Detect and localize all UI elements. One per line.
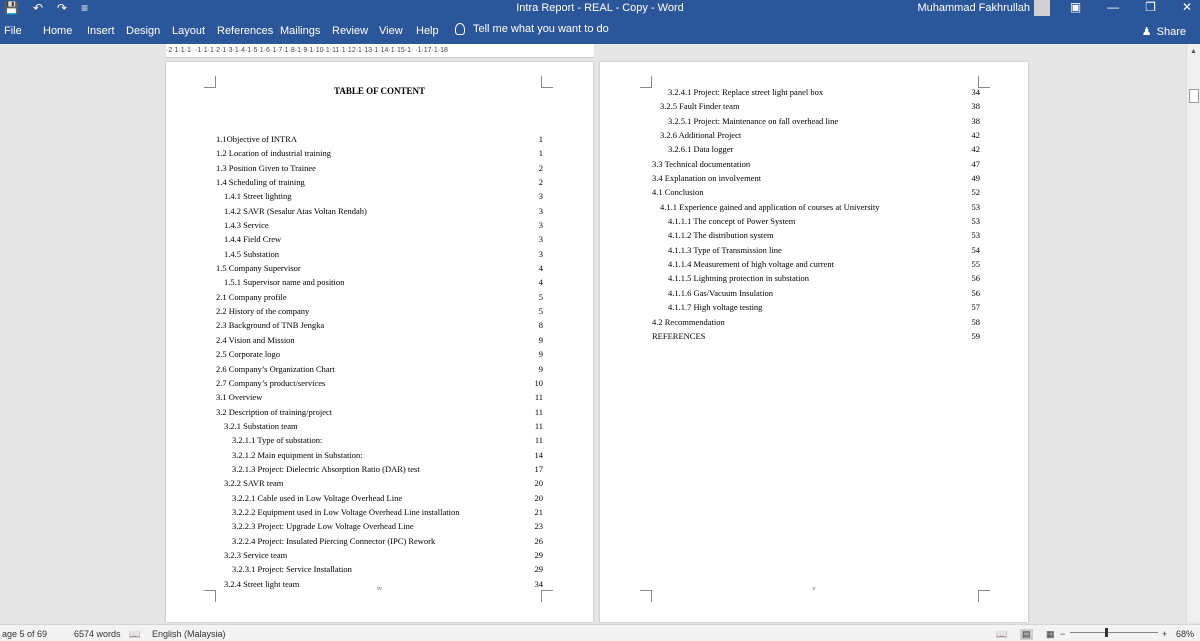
toc-entry-page: 59 [971, 330, 980, 341]
toc-entry[interactable] [216, 290, 543, 304]
toc-entry[interactable] [216, 534, 543, 548]
toc-entry-title: 3.2.1.3 Project: Dielectric Absorption Ratio (DAR) test [232, 463, 420, 474]
toc-entry[interactable] [652, 214, 980, 228]
avatar[interactable] [1034, 0, 1050, 16]
toc-entry-title: 4.2 Recommendation [652, 316, 725, 327]
toc-entry[interactable] [216, 232, 543, 246]
toc-entry-title: 4.1.1.3 Type of Transmission line [668, 244, 782, 255]
close-icon[interactable]: ✕ [1181, 0, 1192, 14]
print-layout-icon[interactable]: ▤ [1022, 629, 1031, 639]
toc-entry-title: 2.5 Corporate logo [216, 349, 280, 360]
ruler-scale: ·2·1·1·1· ·1·1·1·2·1·3·1·4·1·5·1·6·1·7·1·8·1·9·1·10·1·11·1·12·1·13·1·14·1·15·1· ·1·17·1·18 [166, 47, 448, 54]
save-icon[interactable]: 💾 [4, 1, 19, 15]
toc-entry[interactable] [216, 476, 543, 490]
toc-entry-title: 1.2 Location of industrial training [216, 148, 331, 159]
toc-entry-title: 3.2.3.1 Project: Service Installation [232, 564, 352, 575]
toc-entry-page: 11 [534, 392, 543, 403]
toc-entry-page: 38 [971, 115, 980, 126]
toc-entry[interactable] [216, 419, 543, 433]
toc-entry[interactable] [652, 85, 980, 99]
toc-entry[interactable] [216, 189, 543, 203]
toc-entry[interactable] [652, 271, 980, 285]
status-bar [0, 624, 1200, 641]
toc-entry-page: 9 [538, 349, 543, 360]
title-bar [0, 0, 1200, 18]
toc-entry-title: 2.2 History of the company [216, 306, 310, 317]
zoom-level[interactable]: 68% [1176, 629, 1195, 639]
proofing-icon[interactable]: 📖 [129, 629, 141, 639]
zoom-slider-thumb[interactable] [1105, 628, 1108, 637]
toc-entry[interactable] [216, 304, 543, 318]
toc-list [652, 85, 980, 343]
undo-icon[interactable]: ↶ [32, 1, 44, 15]
toc-entry-page: 5 [538, 291, 543, 302]
toc-entry[interactable] [216, 318, 543, 332]
scroll-up-icon[interactable]: ▲ [1190, 48, 1197, 55]
web-layout-icon[interactable]: ▦ [1046, 629, 1055, 639]
tab-mailings[interactable]: Mailings [280, 25, 321, 37]
document-title: Intra Report - REAL - Copy - Word [516, 2, 684, 14]
tab-insert[interactable]: Insert [87, 25, 115, 37]
toc-entry-page: 3 [538, 191, 543, 202]
toc-entry-title: 4.1.1.7 High voltage testing [668, 302, 763, 313]
toc-entry-title: 1.3 Position Given to Trainee [216, 162, 316, 173]
page-number: v [812, 586, 816, 592]
toc-entry-page: 23 [534, 521, 543, 532]
toc-entry[interactable] [652, 329, 980, 343]
read-mode-icon[interactable]: 📖 [996, 629, 1008, 639]
toc-entry-page: 10 [534, 377, 543, 388]
toc-entry-page: 53 [971, 216, 980, 227]
scroll-thumb[interactable] [1189, 89, 1199, 103]
toc-entry-title: 3.2.5 Fault Finder team [660, 101, 740, 112]
toc-entry-page: 57 [971, 302, 980, 313]
tab-file[interactable]: File [4, 25, 22, 37]
ribbon-display-options-icon[interactable]: ▣ [1069, 0, 1082, 14]
toc-entry-title: 3.2.1.2 Main equipment in Substation: [232, 449, 363, 460]
toc-entry-page: 52 [971, 187, 980, 198]
tab-references[interactable]: References [217, 25, 274, 37]
tell-me-label: Tell me what you want to do [473, 23, 609, 35]
horizontal-ruler[interactable] [166, 44, 594, 58]
page-count[interactable]: age 5 of 69 [2, 629, 48, 639]
toc-entry-title: 2.7 Company’s product/services [216, 377, 326, 388]
toc-entry-title: 3.4 Explanation on involvement [652, 173, 762, 184]
toc-entry-page: 42 [971, 144, 980, 155]
toc-entry-title: 1.4.2 SAVR (Sesalur Atas Voltan Rendah) [224, 205, 367, 216]
tell-me-search[interactable] [455, 23, 609, 35]
toc-entry-page: 11 [534, 420, 543, 431]
toc-entry[interactable] [652, 185, 980, 199]
toc-entry-page: 4 [538, 277, 543, 288]
toc-entry[interactable] [216, 448, 543, 462]
toc-entry-page: 3 [538, 205, 543, 216]
toc-entry[interactable] [652, 243, 980, 257]
toc-entry-page: 26 [534, 535, 543, 546]
toc-entry-page: 53 [971, 230, 980, 241]
toc-entry-page: 56 [971, 273, 980, 284]
tab-design[interactable]: Design [126, 25, 161, 37]
toc-entry[interactable] [216, 275, 543, 289]
toc-entry[interactable] [216, 218, 543, 232]
zoom-out-button[interactable]: − [1060, 629, 1066, 639]
toc-entry-title: 3.2 Description of training/project [216, 406, 333, 417]
window-controls [1070, 0, 1192, 14]
zoom-in-button[interactable]: + [1162, 629, 1168, 639]
tab-home[interactable]: Home [43, 25, 73, 37]
tab-layout[interactable]: Layout [172, 25, 206, 37]
toc-entry-title: 3.2.2.4 Project: Insulated Piercing Connector (IPC) Rework [232, 535, 436, 546]
toc-entry-title: 4.1.1 Experience gained and application of courses at University [660, 201, 880, 212]
minimize-icon[interactable]: — [1107, 0, 1120, 14]
toc-entry[interactable] [652, 171, 980, 185]
toc-entry[interactable] [216, 405, 543, 419]
toc-entry[interactable] [652, 99, 980, 113]
page-number: iv [377, 586, 382, 592]
toc-entry-page: 53 [971, 201, 980, 212]
toc-entry-title: 3.2.2 SAVR team [224, 478, 284, 489]
toc-entry[interactable] [652, 128, 980, 142]
toc-entry-page: 34 [971, 87, 980, 97]
user-name[interactable]: Muhammad Fakhrullah [917, 2, 1030, 14]
toc-entry[interactable] [652, 257, 980, 271]
toc-entry[interactable] [652, 300, 980, 314]
toc-entry[interactable] [216, 433, 543, 447]
page-iv[interactable] [166, 62, 593, 622]
toc-entry-title: 3.2.2.3 Project: Upgrade Low Voltage Overhead Line [232, 521, 414, 532]
toc-entry-title: 1.4.1 Street lighting [224, 191, 292, 202]
toc-entry-title: 3.2.4.1 Project: Replace street light panel box [668, 87, 824, 97]
toc-entry-title: REFERENCES [652, 330, 706, 341]
toc-entry[interactable] [216, 462, 543, 476]
toc-entry-title: 3.2.5.1 Project: Maintenance on fall overhead line [668, 115, 839, 126]
toc-entry[interactable] [216, 161, 543, 175]
toc-entry-page: 58 [971, 316, 980, 327]
toc-entry[interactable] [652, 142, 980, 156]
toc-entry-page: 1 [538, 148, 543, 159]
toc-entry[interactable] [216, 247, 543, 261]
page-v[interactable] [600, 62, 1028, 622]
toc-entry-title: 3.2.1.1 Type of substation: [232, 435, 323, 446]
toc-entry-title: 3.2.2.1 Cable used in Low Voltage Overhead Line [232, 492, 403, 503]
toc-entry-page: 21 [534, 506, 543, 517]
toc-entry-page: 34 [534, 578, 543, 589]
toc-entry-title: 3.2.6 Additional Project [660, 130, 742, 141]
toc-entry[interactable] [652, 200, 980, 214]
toc-entry[interactable] [652, 286, 980, 300]
word-count[interactable]: 6574 words [74, 629, 121, 639]
redo-icon[interactable]: ↷ [57, 1, 68, 15]
toc-entry-page: 1 [538, 134, 543, 144]
toc-entry-title: 1.5.1 Supervisor name and position [224, 277, 345, 288]
toc-entry[interactable] [652, 315, 980, 329]
toc-entry[interactable] [216, 261, 543, 275]
toc-entry[interactable] [216, 491, 543, 505]
toc-entry[interactable] [216, 175, 543, 189]
toc-entry-title: 3.2.4 Street light team [224, 578, 300, 589]
toc-entry[interactable] [216, 505, 543, 519]
toc-entry-page: 14 [534, 449, 543, 460]
toc-entry-title: 3.1 Overview [216, 392, 263, 403]
tab-review[interactable]: Review [332, 25, 369, 37]
toc-entry[interactable] [216, 390, 543, 404]
toc-entry-page: 11 [534, 406, 543, 417]
toc-entry-title: 3.2.1 Substation team [224, 420, 298, 431]
toc-entry-page: 20 [534, 478, 543, 489]
toc-entry-page: 54 [971, 244, 980, 255]
toc-entry-page: 8 [538, 320, 543, 331]
toc-entry-page: 11 [534, 435, 543, 446]
person-icon: ♟ [1141, 26, 1152, 38]
toc-entry[interactable] [216, 519, 543, 533]
toc-entry-page: 4 [538, 263, 543, 274]
toc-entry-page: 3 [538, 234, 543, 245]
toc-entry[interactable] [216, 146, 543, 160]
vertical-scrollbar[interactable] [1186, 44, 1200, 622]
toc-entry-title: 4.1.1.1 The concept of Power System [668, 216, 796, 227]
toc-entry-page: 38 [971, 101, 980, 112]
toc-entry[interactable] [216, 347, 543, 361]
crop-mark [640, 76, 652, 88]
toc-entry[interactable] [216, 204, 543, 218]
toc-entry-title: 1.1Objective of INTRA [216, 134, 297, 144]
toc-entry-page: 9 [538, 363, 543, 374]
toc-entry-title: 2.6 Company’s Organization Chart [216, 363, 335, 374]
toc-entry-title: 1.4 Scheduling of training [216, 177, 305, 188]
toc-entry-page: 42 [971, 130, 980, 141]
toc-entry-page: 2 [538, 162, 543, 173]
toc-entry[interactable] [216, 562, 543, 576]
toc-entry-title: 1.4.5 Substation [224, 248, 280, 259]
restore-icon[interactable]: ❐ [1145, 0, 1156, 14]
toc-entry[interactable] [216, 376, 543, 390]
toc-entry[interactable] [216, 333, 543, 347]
toc-entry-title: 2.3 Background of TNB Jengka [216, 320, 325, 331]
toc-entry-title: 3.2.6.1 Data logger [668, 144, 734, 155]
toc-entry-title: 2.1 Company profile [216, 291, 287, 302]
lightbulb-icon [455, 23, 465, 35]
tab-view[interactable]: View [379, 25, 403, 37]
toc-entry-page: 3 [538, 248, 543, 259]
toc-entry-page: 56 [971, 287, 980, 298]
toc-entry-title: 1.4.4 Field Crew [224, 234, 282, 245]
language[interactable]: English (Malaysia) [152, 629, 226, 639]
toc-entry-page: 3 [538, 220, 543, 231]
toc-entry-page: 9 [538, 334, 543, 345]
toc-entry[interactable] [216, 362, 543, 376]
toc-entry[interactable] [216, 548, 543, 562]
toc-entry-page: 29 [534, 564, 543, 575]
toc-entry-title: 1.4.3 Service [224, 220, 269, 231]
toc-entry-title: 2.4 Vision and Mission [216, 334, 295, 345]
toc-entry-title: 3.3 Technical documentation [652, 158, 751, 169]
zoom-slider[interactable] [1070, 632, 1158, 633]
customize-toolbar-icon[interactable]: ≡ [81, 1, 89, 15]
toc-entry[interactable] [652, 228, 980, 242]
toc-entry-title: 3.2.3 Service team [224, 549, 288, 560]
toc-list [216, 132, 543, 591]
toc-entry[interactable] [652, 157, 980, 171]
toc-entry-title: 4.1.1.4 Measurement of high voltage and current [668, 259, 834, 270]
toc-entry-title: 3.2.2.2 Equipment used in Low Voltage Overhead Line installation [232, 506, 460, 517]
toc-entry-title: 4.1.1.5 Lightning protection in substation [668, 273, 809, 284]
toc-entry-title: 4.1 Conclusion [652, 187, 704, 198]
tab-help[interactable]: Help [416, 25, 439, 37]
toc-entry-page: 47 [971, 158, 980, 169]
toc-entry-title: 1.5 Company Supervisor [216, 263, 301, 274]
toc-entry-title: 4.1.1.2 The distribution system [668, 230, 774, 241]
toc-entry-title: 4.1.1.6 Gas/Vacuum Insulation [668, 287, 774, 298]
toc-entry[interactable] [652, 114, 980, 128]
toc-entry-page: 49 [971, 173, 980, 184]
toc-entry[interactable] [216, 132, 543, 146]
toc-title: TABLE OF CONTENT [333, 86, 425, 96]
toc-entry-page: 17 [534, 463, 543, 474]
toc-entry-page: 20 [534, 492, 543, 503]
toc-entry-page: 55 [971, 259, 980, 270]
share-button[interactable] [1142, 25, 1186, 38]
toc-entry-page: 5 [538, 306, 543, 317]
share-label: Share [1156, 25, 1186, 38]
toc-entry-page: 29 [534, 549, 543, 560]
toc-entry-page: 2 [538, 177, 543, 188]
ribbon-tabs [0, 18, 1200, 44]
